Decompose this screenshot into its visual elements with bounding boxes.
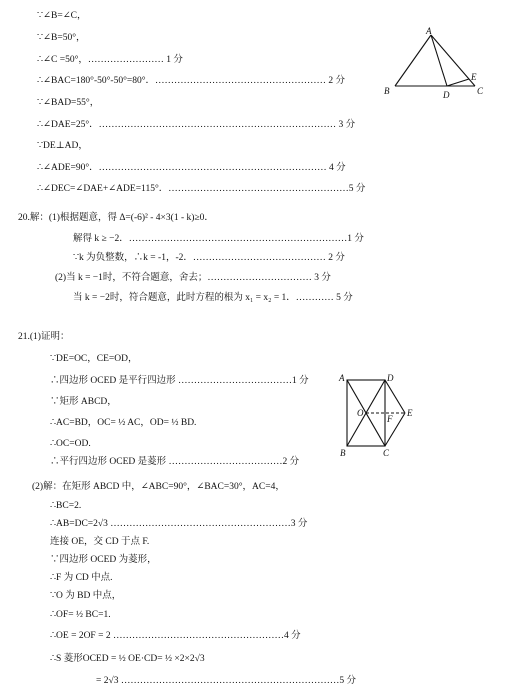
- label-d: D: [387, 373, 394, 383]
- s19-line-8: ∴∠ADE=90°．……………………………………………………………… 4 分: [37, 163, 346, 173]
- s21-line-6: ∴OC=OD.: [50, 439, 91, 449]
- label-c: C: [477, 86, 484, 96]
- label-o: O: [357, 408, 364, 418]
- s21b-line-4: 连接 OE，交 CD 于点 F.: [50, 537, 150, 547]
- label-f: F: [387, 414, 393, 424]
- s21b-line-2: ∴BC=2.: [50, 501, 82, 511]
- label-a: A: [339, 373, 345, 383]
- s21b-line-8: ∴OF= ½ BC=1.: [50, 610, 111, 620]
- s19-line-4: ∴∠BAC=180°-50°-50°=80°．……………………………………………… 2 分: [37, 76, 346, 86]
- s21b-line-1: (2)解：在矩形 ABCD 中，∠ABC=90°，∠BAC=30°，AC=4，: [32, 482, 285, 492]
- segment-ad: [431, 35, 447, 86]
- s19-line-9: ∴∠DEC=∠DAE+∠ADE=115°．…………………………………………………5 分: [37, 184, 366, 194]
- s19-line-2: ∵∠B=50°，: [37, 33, 86, 43]
- s21b-line-11: = 2√3 ……………………………………………………………5 分: [96, 676, 356, 686]
- label-c: C: [383, 448, 390, 458]
- s19-line-3: ∴∠C =50°，…………………… 1 分: [37, 55, 183, 65]
- s21b-line-7: ∵O 为 BD 中点，: [50, 591, 122, 601]
- label-a: A: [426, 26, 432, 36]
- s21b-line-6: ∴F 为 CD 中点.: [50, 573, 113, 583]
- s20-line-5: 当 k = −2时，符合题意，此时方程的根为 x₁ = x₂ = 1．………… 5 分: [73, 293, 353, 303]
- s21b-line-5: ∵四边形 OCED 为菱形，: [50, 555, 157, 565]
- segment-de: [447, 79, 469, 86]
- s19-line-6: ∴∠DAE=25°．………………………………………………………………… 3 分: [37, 120, 356, 130]
- s20-line-1: 20.解：(1)根据题意，得 Δ=(-6)² - 4×3(1 - k)≥0．: [18, 213, 214, 223]
- s21-line-4: ∵矩形 ABCD，: [50, 397, 117, 407]
- s21-line-2: ∵DE=OC，CE=OD，: [50, 354, 138, 364]
- s20-line-4: (2)当 k = −1时，不符合题意，舍去；…………………………… 3 分: [55, 273, 331, 283]
- s20-line-3: ∵k 为负整数，∴k = -1，-2．…………………………………… 2 分: [73, 253, 345, 263]
- s21-line-7: ∴平行四边形 OCED 是菱形 ………………………………2 分: [50, 457, 300, 467]
- label-d: D: [443, 90, 450, 100]
- s19-line-5: ∵∠BAD=55°，: [37, 98, 100, 108]
- s21b-line-9: ∴OE = 2OF = 2 ………………………………………………4 分: [50, 631, 301, 641]
- s21-line-1: 21.(1)证明：: [18, 332, 70, 342]
- label-e: E: [471, 72, 477, 82]
- label-b: B: [384, 86, 390, 96]
- s21b-line-10: ∴S 菱形OCED = ½ OE·CD= ½ ×2×2√3: [50, 654, 205, 664]
- rectangle-figure: [333, 370, 423, 460]
- s20-line-2: 解得 k ≥ −2．……………………………………………………………1 分: [73, 234, 364, 244]
- s19-line-7: ∵DE⊥AD，: [37, 141, 88, 151]
- edge-ab: [395, 35, 431, 86]
- s21-line-5: ∴AC=BD，OC= ½ AC，OD= ½ BD.: [50, 418, 197, 428]
- edge-ac: [431, 35, 475, 86]
- s21b-line-3: ∴AB=DC=2√3 …………………………………………………3 分: [50, 519, 308, 529]
- s19-line-1: ∵∠B=∠C，: [37, 11, 87, 21]
- label-b: B: [340, 448, 346, 458]
- s21-line-3: ∴四边形 OCED 是平行四边形 ………………………………1 分: [50, 376, 309, 386]
- label-e: E: [407, 408, 413, 418]
- segment-de: [385, 380, 405, 413]
- triangle-figure: [375, 26, 495, 104]
